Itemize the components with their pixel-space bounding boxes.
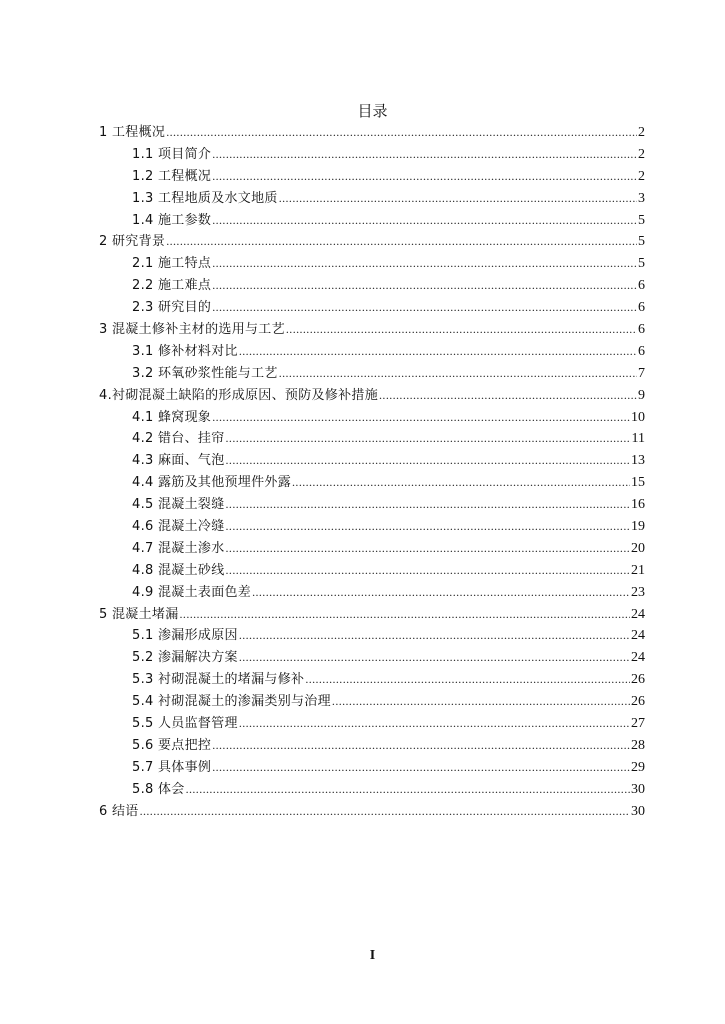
toc-entry-page: 5	[638, 234, 645, 250]
toc-entry[interactable]	[99, 472, 645, 494]
toc-dot-leader	[212, 297, 637, 319]
toc-dot-leader	[239, 341, 637, 363]
toc-entry-page: 13	[631, 453, 645, 469]
page-number: I	[369, 948, 376, 963]
toc-entry-page: 21	[631, 562, 645, 578]
toc-entry[interactable]	[99, 538, 645, 560]
toc-entry[interactable]	[99, 210, 645, 232]
toc-entry[interactable]	[99, 319, 645, 341]
toc-entry-page: 23	[631, 584, 645, 600]
toc-entry[interactable]	[99, 691, 645, 713]
toc-entry[interactable]	[99, 363, 645, 385]
toc-entry-label: 4.5 混凝土裂缝	[132, 497, 225, 513]
toc-entry-label: 5.4 衬砌混凝土的渗漏类别与治理	[132, 694, 331, 710]
toc-dot-leader	[286, 319, 637, 341]
toc-entry[interactable]	[99, 341, 645, 363]
toc-entry[interactable]	[99, 144, 645, 166]
toc-dot-leader	[226, 428, 631, 450]
toc-entry-label: 3.2 环氧砂浆性能与工艺	[132, 365, 278, 381]
toc-entry[interactable]	[99, 779, 645, 801]
toc-entry[interactable]	[99, 735, 645, 757]
toc-entry-label: 2.2 施工难点	[132, 278, 212, 294]
toc-dot-leader	[140, 801, 630, 823]
toc-entry-page: 6	[638, 343, 645, 359]
toc-entry-label: 4.3 麻面、气泡	[132, 453, 225, 469]
toc-entry[interactable]	[99, 757, 645, 779]
toc-dot-leader	[252, 582, 630, 604]
toc-entry-label: 5.2 渗漏解决方案	[132, 650, 238, 666]
toc-entry[interactable]	[99, 713, 645, 735]
toc-entry[interactable]	[99, 385, 645, 407]
toc-entry-page: 10	[631, 409, 645, 425]
toc-entry-page: 2	[638, 125, 645, 140]
toc-entry-page: 26	[631, 694, 645, 710]
toc-entry-page: 6	[638, 278, 645, 294]
toc-entry-page: 5	[638, 256, 645, 272]
toc-dot-leader	[226, 450, 630, 472]
toc-dot-leader	[332, 691, 630, 713]
toc-dot-leader	[379, 385, 637, 407]
toc-entry-label: 1.1 项目简介	[132, 146, 212, 162]
toc-entry-label: 3 混凝土修补主材的选用与工艺	[99, 322, 285, 338]
toc-entry-label: 5 混凝土堵漏	[99, 606, 179, 622]
toc-dot-leader	[239, 625, 630, 647]
toc-entry-label: 3.1 修补材料对比	[132, 343, 238, 359]
toc-entry-page: 3	[638, 190, 645, 206]
toc-entry-label: 2.3 研究目的	[132, 300, 212, 316]
toc-dot-leader	[212, 253, 637, 275]
toc-entry[interactable]	[99, 428, 645, 450]
toc-entry-page: 20	[631, 540, 645, 556]
toc-entry-label: 5.7 具体事例	[132, 759, 212, 775]
toc-dot-leader	[226, 538, 630, 560]
toc-entry-label: 5.1 渗漏形成原因	[132, 628, 238, 644]
toc-entry-label: 6 结语	[99, 803, 139, 819]
toc-entry-label: 4.9 混凝土表面色差	[132, 584, 252, 600]
toc-entry-page: 19	[631, 519, 645, 535]
toc-dot-leader	[212, 735, 630, 757]
toc-entry-label: 4.7 混凝土渗水	[132, 540, 225, 556]
toc-entry-page: 5	[638, 212, 645, 228]
toc-entry-page: 29	[631, 759, 645, 775]
toc-entry-label: 1.4 施工参数	[132, 212, 212, 228]
toc-entry-label: 5.8 体会	[132, 781, 185, 797]
toc-entry-page: 6	[638, 300, 645, 316]
toc-dot-leader	[166, 231, 637, 253]
toc-entry-label: 4.4 露筋及其他预埋件外露	[132, 475, 292, 491]
toc-dot-leader	[226, 516, 630, 538]
toc-entry-page: 30	[631, 781, 645, 797]
toc-entry[interactable]	[99, 166, 645, 188]
toc-dot-leader	[226, 494, 630, 516]
toc-entry[interactable]	[99, 231, 645, 253]
toc-dot-leader	[239, 647, 630, 669]
toc-entry-label: 4.8 混凝土砂线	[132, 562, 225, 578]
toc-entry[interactable]	[99, 582, 645, 604]
toc-entry[interactable]	[99, 122, 645, 144]
toc-entry-page: 16	[631, 497, 645, 513]
toc-dot-leader	[305, 669, 630, 691]
toc-entry-label: 4.1 蜂窝现象	[132, 409, 212, 425]
toc-entry-label: 1.2 工程概况	[132, 168, 212, 184]
toc-entry-label: 1.3 工程地质及水文地质	[132, 190, 278, 206]
toc-entry[interactable]	[99, 407, 645, 429]
toc-entry[interactable]	[99, 275, 645, 297]
toc-dot-leader	[186, 779, 630, 801]
toc-dot-leader	[212, 757, 630, 779]
toc-entry-page: 2	[638, 146, 645, 162]
toc-entry-label: 5.3 衬砌混凝土的堵漏与修补	[132, 672, 305, 688]
toc-dot-leader	[239, 713, 630, 735]
toc-entry[interactable]	[99, 647, 645, 669]
toc-entry[interactable]	[99, 669, 645, 691]
toc-dot-leader	[212, 144, 637, 166]
toc-entry-page: 7	[638, 365, 645, 381]
toc-dot-leader	[180, 604, 630, 626]
toc-dot-leader	[212, 275, 637, 297]
toc-entry[interactable]	[99, 253, 645, 275]
toc-entry[interactable]	[99, 625, 645, 647]
toc-entry-label: 2 研究背景	[99, 234, 166, 250]
toc-entry-page: 11	[631, 431, 645, 447]
toc-entry-label: 4.2 错台、挂帘	[132, 431, 225, 447]
toc-entry[interactable]	[99, 560, 645, 582]
toc-dot-leader	[279, 188, 637, 210]
toc-entry-page: 9	[638, 387, 645, 403]
toc-entry[interactable]	[99, 494, 645, 516]
toc-entry-page: 24	[631, 628, 645, 644]
toc-entry-page: 24	[631, 650, 645, 666]
toc-entry-page: 15	[631, 475, 645, 491]
toc-entry[interactable]	[99, 450, 645, 472]
toc-entry[interactable]	[99, 801, 645, 823]
page-title: 目录	[357, 102, 388, 120]
toc-dot-leader	[212, 210, 637, 232]
toc-dot-leader	[212, 166, 637, 188]
toc-dot-leader	[279, 363, 637, 385]
toc-dot-leader	[292, 472, 630, 494]
toc-dot-leader	[226, 560, 630, 582]
toc-entry-label: 1 工程概况	[99, 125, 166, 140]
table-of-contents	[99, 122, 645, 823]
toc-entry-label: 4.衬砌混凝土缺陷的形成原因、预防及修补措施	[99, 387, 379, 403]
toc-entry-label: 5.6 要点把控	[132, 737, 212, 753]
toc-entry-label: 4.6 混凝土冷缝	[132, 519, 225, 535]
toc-entry[interactable]	[99, 297, 645, 319]
toc-entry-page: 26	[631, 672, 645, 688]
toc-entry-page: 2	[638, 168, 645, 184]
toc-entry-page: 24	[631, 606, 645, 622]
toc-entry-label: 2.1 施工特点	[132, 256, 212, 272]
toc-entry[interactable]	[99, 188, 645, 210]
toc-entry-page: 6	[638, 322, 645, 338]
toc-entry-page: 30	[631, 803, 645, 819]
toc-entry[interactable]	[99, 604, 645, 626]
toc-entry-label: 5.5 人员监督管理	[132, 716, 238, 732]
toc-dot-leader	[212, 407, 630, 429]
toc-entry[interactable]	[99, 516, 645, 538]
toc-entry-page: 27	[631, 716, 645, 732]
toc-entry-page: 28	[631, 737, 645, 753]
toc-dot-leader	[166, 122, 637, 144]
